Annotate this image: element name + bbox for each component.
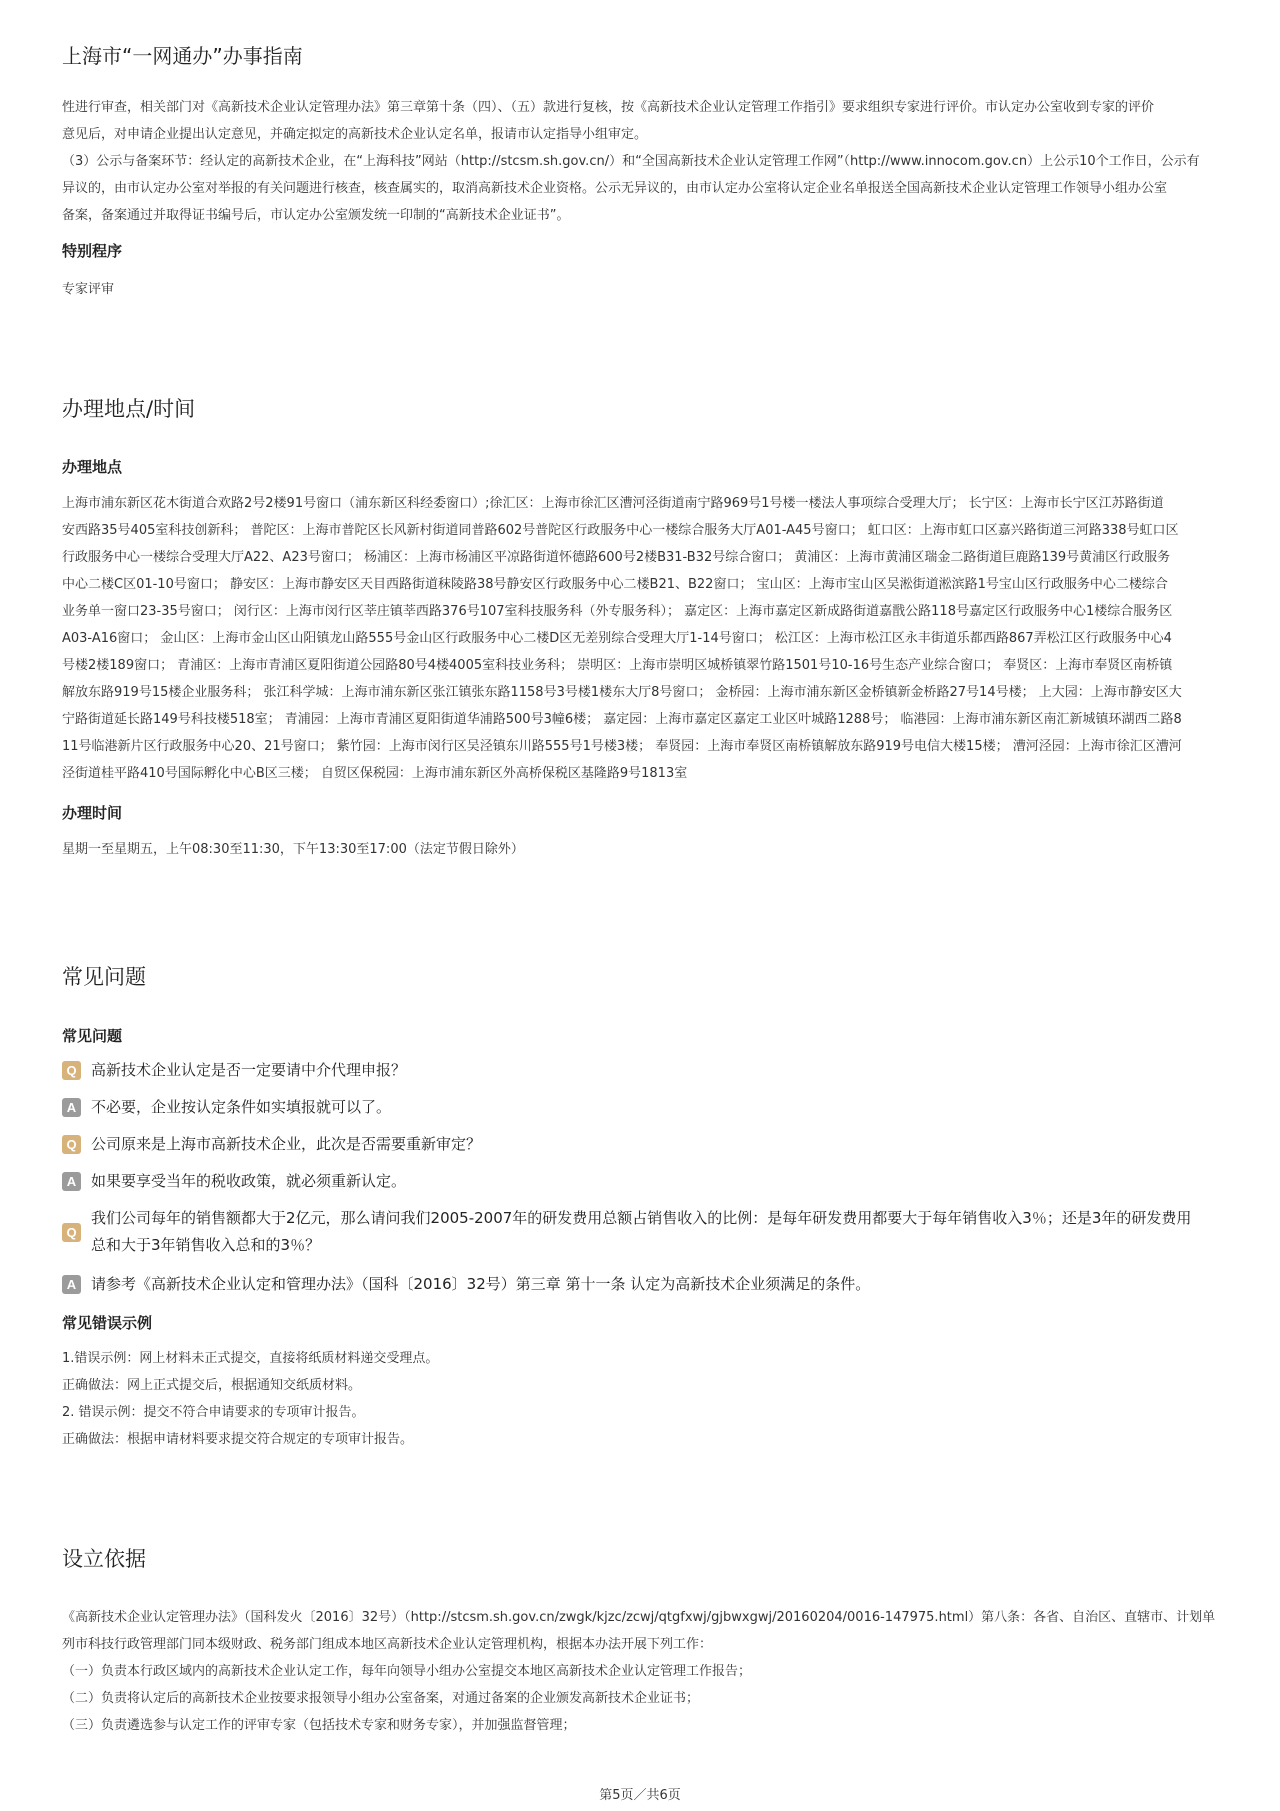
errors-list (62, 1345, 1222, 1453)
location-section-watermark: LING PLACE/TIME (200, 386, 547, 428)
place-line: 安西路35号405室科技创新科； 普陀区：上海市普陀区长风新村街道同普路602号普陀区行政服务中心一楼综合服务大厅A01-A45号窗口； 虹口区：上海市虹口区嘉兴路街道三河路338号虹口区 (62, 523, 1179, 538)
question-badge-icon: Q (62, 1223, 81, 1242)
intro-line: （3）公示与备案环节：经认定的高新技术企业，在“上海科技”网站（http://stcsm.sh.gov.cn/）和“全国高新技术企业认定管理工作网”（http://www.innocom.gov.cn）上公示10个工作日，公示有 (62, 154, 1200, 169)
faq-answer (62, 1168, 1222, 1195)
error-example-line: 正确做法：根据申请材料要求提交符合规定的专项审计报告。 (62, 1432, 414, 1447)
answer-badge-icon: A (62, 1275, 81, 1294)
location-section-title-wrap (62, 386, 547, 428)
faq-question-text: 公司原来是上海市高新技术企业，此次是否需要重新审定？ (91, 1135, 482, 1153)
errors-heading: 常见错误示例 (62, 1314, 153, 1332)
basis-section-title-wrap (62, 1543, 146, 1573)
time-heading: 办理时间 (62, 804, 123, 822)
faq-answer-text: 不必要，企业按认定条件如实填报就可以了。 (91, 1098, 392, 1116)
faq-question-text-line: 我们公司每年的销售额都大于2亿元，那么请问我们2005-2007年的研发费用总额占销售收入的比例：是每年研发费用都要大于每年销售收入3％；还是3年的研发费用 (91, 1209, 1192, 1227)
errors-heading-wrap (62, 1312, 1222, 1333)
faq-question (62, 1205, 1222, 1259)
faq-answer (62, 1271, 1222, 1298)
faq-question (62, 1057, 1222, 1084)
time-body (62, 836, 1222, 863)
place-line: 11号临港新片区行政服务中心20、21号窗口； 紫竹园：上海市闵行区吴泾镇东川路555号1号楼3楼； 奉贤园：上海市奉贤区南桥镇解放东路919号电信大楼15楼； 漕河泾园：上海市徐汇区漕河 (62, 739, 1182, 754)
special-procedure-body (62, 276, 1222, 303)
basis-line: （三）负责遴选参与认定工作的评审专家（包括技术专家和财务专家），并加强监督管理； (62, 1718, 576, 1733)
place-line: 上海市浦东新区花木街道合欢路2号2楼91号窗口（浦东新区科经委窗口）;徐汇区：上海市徐汇区漕河泾街道南宁路969号1号楼一楼法人事项综合受理大厅； 长宁区：上海市长宁区江苏路街道 (62, 496, 1164, 511)
document-header-title: 上海市“一网通办”办事指南 (62, 44, 303, 68)
answer-badge-icon: A (62, 1098, 81, 1117)
place-line: 泾街道桂平路410号国际孵化中心B区三楼； 自贸区保税园：上海市浦东新区外高桥保税区基隆路9号1813室 (62, 766, 688, 781)
time-heading-wrap (62, 802, 1222, 823)
place-line: 行政服务中心一楼综合受理大厅A22、A23号窗口； 杨浦区：上海市杨浦区平凉路街道怀德路600号2楼B31-B32号综合窗口； 黄浦区：上海市黄浦区瑞金二路街道巨鹿路139号黄浦区行政服务 (62, 550, 1171, 565)
page-number: 第5页／共6页 (599, 1788, 681, 1803)
place-line: 业务单一窗口23-35号窗口； 闵行区：上海市闵行区莘庄镇莘西路376号107室科技服务科（外专服务科）； 嘉定区：上海市嘉定区新成路街道嘉戬公路118号嘉定区行政服务中心1楼综合服务区 (62, 604, 1173, 619)
answer-badge-icon: A (62, 1172, 81, 1191)
time-text: 星期一至星期五，上午08:30至11:30，下午13:30至17:00（法定节假日除外） (62, 842, 524, 857)
faq-answer-text: 请参考《高新技术企业认定和管理办法》（国科〔2016〕32号）第三章 第十一条 认定为高新技术企业须满足的条件。 (91, 1275, 871, 1293)
basis-text (62, 1604, 1222, 1739)
faq-question (62, 1131, 1222, 1158)
error-example-line: 2. 错误示例：提交不符合申请要求的专项审计报告。 (62, 1405, 365, 1420)
faq-subheading: 常见问题 (62, 1027, 123, 1045)
place-line: 解放东路919号15楼企业服务科； 张江科学城：上海市浦东新区张江镇张东路1158号3号楼1楼东大厅8号窗口； 金桥园：上海市浦东新区金桥镇新金桥路27号14号楼； 上大园：上海市静安区大 (62, 685, 1182, 700)
place-heading: 办理地点 (62, 458, 123, 476)
place-line: A03-A16窗口； 金山区：上海市金山区山阳镇龙山路555号金山区行政服务中心二楼D区无差别综合受理大厅1-14号窗口； 松江区：上海市松江区永丰街道乐都西路867弄松江区行政服务中心4 (62, 631, 1172, 646)
special-procedure-heading: 特别程序 (62, 242, 123, 260)
faq-subheading-wrap (62, 1025, 1222, 1046)
faq-answer-text: 如果要享受当年的税收政策，就必须重新认定。 (91, 1172, 407, 1190)
place-address-list (62, 490, 1222, 787)
place-line: 中心二楼C区01-10号窗口； 静安区：上海市静安区天目西路街道秣陵路38号静安区行政服务中心二楼B21、B22窗口； 宝山区：上海市宝山区吴淞街道淞滨路1号宝山区行政服务中心二楼综合 (62, 577, 1168, 592)
question-badge-icon: Q (62, 1135, 81, 1154)
location-section-title: 办理地点/时间 (62, 397, 196, 421)
intro-paragraph (62, 94, 1222, 229)
special-procedure (62, 240, 1222, 261)
faq-answer (62, 1094, 1222, 1121)
basis-line: （二）负责将认定后的高新技术企业按要求报领导小组办公室备案，对通过备案的企业颁发高新技术企业证书； (62, 1691, 700, 1706)
question-badge-icon: Q (62, 1061, 81, 1080)
faq-section-title-wrap (62, 961, 146, 991)
place-line: 宁路街道延长路149号科技楼518室； 青浦园：上海市青浦区夏阳街道华浦路500号3幢6楼； 嘉定园：上海市嘉定区嘉定工业区叶城路1288号； 临港园：上海市浦东新区南汇新城镇环湖西二路8 (62, 712, 1182, 727)
special-procedure-text: 专家评审 (62, 282, 115, 297)
intro-line: 意见后，对申请企业提出认定意见，并确定拟定的高新技术企业认定名单，报请市认定指导小组审定。 (62, 127, 648, 142)
error-example-line: 正确做法：网上正式提交后，根据通知交纸质材料。 (62, 1378, 362, 1393)
faq-question-text: 高新技术企业认定是否一定要请中介代理申报？ (91, 1061, 407, 1079)
intro-line: 异议的，由市认定办公室对举报的有关问题进行核查，核查属实的，取消高新技术企业资格。公示无异议的，由市认定办公室将认定企业名单报送全国高新技术企业认定管理工作领导小组办公室 (62, 181, 1168, 196)
intro-line: 性进行审查，相关部门对《高新技术企业认定管理办法》第三章第十条（四）、（五）款进行复核，按《高新技术企业认定管理工作指引》要求组织专家进行评价。市认定办公室收到专家的评价 (62, 100, 1155, 115)
basis-line: （一）负责本行政区域内的高新技术企业认定工作，每年向领导小组办公室提交本地区高新技术企业认定管理工作报告； (62, 1664, 752, 1679)
place-heading-wrap (62, 456, 1222, 477)
faq-question-text-line: 总和大于3年销售收入总和的3％？ (91, 1236, 321, 1254)
faq-question-text-multiline (91, 1205, 1191, 1259)
basis-line: 列市科技行政管理部门同本级财政、税务部门组成本地区高新技术企业认定管理机构，根据本办法开展下列工作： (62, 1637, 713, 1652)
error-example-line: 1.错误示例：网上材料未正式提交，直接将纸质材料递交受理点。 (62, 1351, 439, 1366)
basis-section-title: 设立依据 (62, 1547, 146, 1571)
place-line: 号楼2楼189窗口； 青浦区：上海市青浦区夏阳街道公园路80号4楼4005室科技业务科； 崇明区：上海市崇明区城桥镇翠竹路1501号10-16号生态产业综合窗口； 奉贤区：上海市奉贤区南桥镇 (62, 658, 1173, 673)
faq-section-title: 常见问题 (62, 965, 146, 989)
basis-line: 《高新技术企业认定管理办法》（国科发火〔2016〕32号）（http://stcsm.sh.gov.cn/zwgk/kjzc/zcwj/qtgfxwj/gjbwxgwj/20160204/0016-147975.html）第八条：各省、自治区、直辖市、计划单 (62, 1610, 1216, 1625)
intro-line: 备案，备案通过并取得证书编号后，市认定办公室颁发统一印制的“高新技术企业证书”。 (62, 208, 570, 223)
